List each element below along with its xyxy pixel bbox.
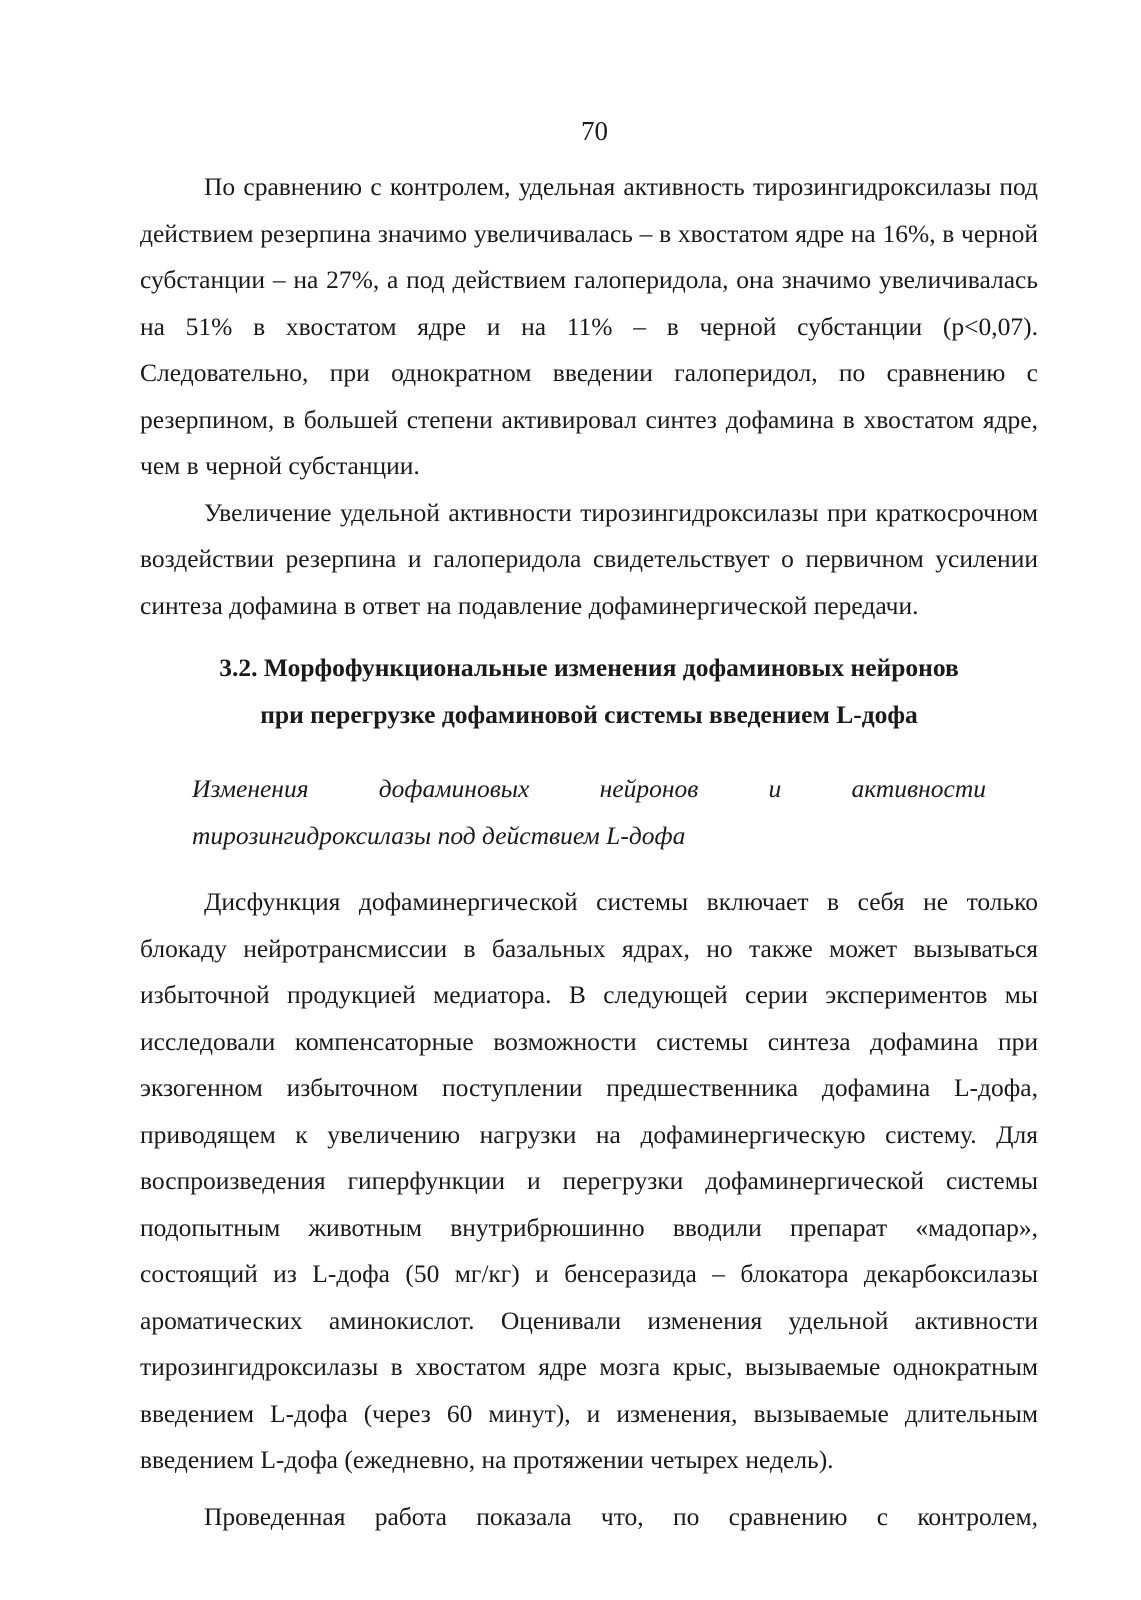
subsection-word: нейронов	[599, 774, 699, 803]
paragraph-l-dopa-experiment: Дисфункция дофаминергической системы включает в себя не только блокаду нейротрансмиссии в базальных ядрах, но также может вызываться избыточной продукцией медиатора. В следующей серии экспериментов мы исследовали компенсаторные возможности системы синтеза дофамина при экзогенном избыточном поступлении предшественника дофамина L-дофа, приводящем к увеличению нагрузки на дофаминергическую систему. Для воспроизведения гиперфункции и перегрузки дофаминергической системы подопытным животным внутрибрюшинно вводили препарат «мадопар», состоящий из L-дофа (50 мг/кг) и бенсеразида – блокатора декарбоксилазы ароматических аминокислот. Оценивали изменения удельной активности тирозингидроксилазы в хвостатом ядре мозга крыс, вызываемые однократным введением L-дофа (через 60 минут), и изменения, вызываемые длительным введением L-дофа (ежедневно, на протяжении четырех недель).	[140, 887, 1038, 1474]
subsection-word: дофаминовых	[378, 774, 530, 803]
section-heading-line-2: при перегрузке дофаминовой системы введением L-дофа	[260, 699, 918, 729]
subsection-heading-line-1	[192, 766, 986, 813]
subsection-heading-line-2: тирозингидроксилазы под действием L-дофа	[192, 820, 686, 850]
section-heading	[140, 645, 1038, 738]
subsection-heading	[140, 766, 1038, 859]
paragraph-reserpine-haloperidol: По сравнению с контролем, удельная активность тирозингидроксилазы под действием резерпина значимо увеличивалась – в хвостатом ядре на 16%, в черной субстанции – на 27%, а под действием галоперидола, она значимо увеличивалась на 51% в хвостатом ядре и на 11% – в черной субстанции (p<0,07). Следовательно, при однократном введении галоперидол, по сравнению с резерпином, в большей степени активировал синтез дофамина в хвостатом ядре, чем в черной субстанции.	[140, 172, 1038, 480]
subsection-word: активности	[851, 774, 986, 803]
page-number: 70	[581, 116, 608, 146]
page-body	[140, 164, 1038, 1540]
subsection-word: и	[768, 774, 782, 803]
section-heading-line-1: 3.2. Морфофункциональные изменения дофаминовых нейронов	[219, 653, 959, 682]
subsection-word: Изменения	[192, 774, 309, 803]
paragraph-dopamine-synthesis: Увеличение удельной активности тирозингидроксилазы при краткосрочном воздействии резерпина и галоперидола свидетельствует о первичном усилении синтеза дофамина в ответ на подавление дофаминергической передачи.	[140, 497, 1038, 620]
paragraph-results-start: Проведенная работа показала что, по сравнению с контролем,	[204, 1501, 1038, 1531]
